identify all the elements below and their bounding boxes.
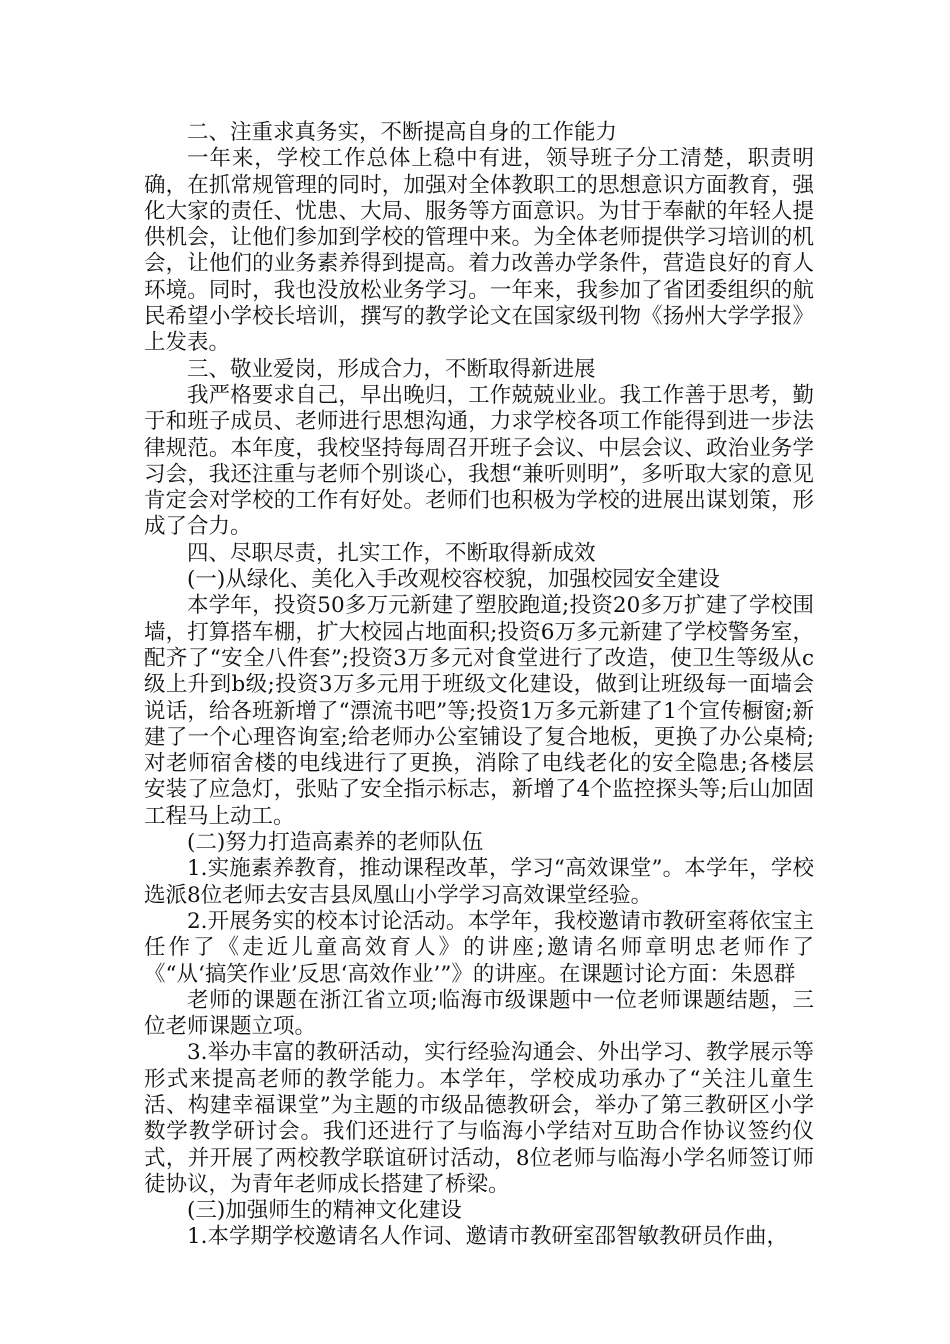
section-heading-4: 四、尽职尽责，扎实工作，不断取得新成效 bbox=[187, 540, 596, 566]
section-heading-2: 二、注重求真务实，不断提高自身的工作能力 bbox=[187, 120, 618, 145]
list-item-1: 1.实施素养教育，推动课程改革，学习“高效课堂”。本学年，学校选派8位老师去安吉县凤凰山小学学习高效课堂经验。 bbox=[144, 856, 814, 908]
paragraph-research-projects: 老师的课题在浙江省立项;临海市级课题中一位老师课题结题，三位老师课题立项。 bbox=[144, 987, 814, 1040]
paragraph-work-ability: 一年来，学校工作总体上稳中有进，领导班子分工清楚，职责明确，在抓常规管理的同时，加强对全体教职工的思想意识方面教育，强化大家的责任、忧患、大局、服务等方面意识。为甘于奉献的年轻人提供机会，让他们参加到学校的管理中来。为全体老师提供学习培训的机会，让他们的业务素养得到提高。着力改善办学条件，营造良好的育人环境。同时，我也没放松业务学习。一年来，我参加了省团委组织的航民希望小学校长培训，撰写的教学论文在国家级刊物《扬州大学学报》上发表。 bbox=[144, 146, 814, 356]
list-item-3: 3.举办丰富的教研活动，实行经验沟通会、外出学习、教学展示等形式来提高老师的教学能力。本学年，学校成功承办了“关注儿童生活、构建幸福课堂”为主题的市级品德教研会，举办了第三教研区小学数学教学研讨会。我们还进行了与临海小学结对互助合作协议签约仪式，并开展了两校教学联谊研讨活动，8位老师与临海小学名师签订师徒协议，为青年老师成长搭建了桥梁。 bbox=[144, 1040, 814, 1197]
subsection-heading-3: (三)加强师生的精神文化建设 bbox=[187, 1198, 462, 1224]
list-item-2: 2.开展务实的校本讨论活动。本学年，我校邀请市教研室蒋依宝主任作了《走近儿童高效育人》的讲座;邀请名师章明忠老师作了《“从‘搞笑作业’反思‘高效作业’”》的讲座。在课题讨论方面：朱恩群 bbox=[144, 908, 814, 987]
section-heading-3: 三、敬业爱岗，形成合力，不断取得新进展 bbox=[187, 356, 596, 382]
subsection-heading-1: (一)从绿化、美化入手改观校容校貌，加强校园安全建设 bbox=[187, 567, 720, 593]
document-body bbox=[144, 120, 814, 1251]
list-item-culture-1: 1.本学期学校邀请名人作词、邀请市教研室邵智敏教研员作曲， bbox=[187, 1224, 789, 1250]
paragraph-dedication: 我严格要求自己，早出晚归，工作兢兢业业。我工作善于思考，勤于和班子成员、老师进行思想沟通，力求学校各项工作能得到进一步法律规范。本年度，我校坚持每周召开班子会议、中层会议、政治业务学习会，我还注重与老师个别谈心，我想“兼听则明”，多听取大家的意见肯定会对学校的工作有好处。老师们也积极为学校的进展出谋划策，形成了合力。 bbox=[144, 382, 814, 540]
paragraph-campus-investment: 本学年，投资50多万元新建了塑胶跑道;投资20多万扩建了学校围墙，打算搭车棚，扩大校园占地面积;投资6万多元新建了学校警务室，配齐了“安全八件套”;投资3万多元对食堂进行了改造，使卫生等级从c级上升到b级;投资3万多元用于班级文化建设，做到让班级每一面墙会说话，给各班新增了“漂流书吧”等;投资1万多元新建了1个宣传橱窗;新建了一个心理咨询室;给老师办公室铺设了复合地板，更换了办公桌椅;对老师宿舍楼的电线进行了更换，消除了电线老化的安全隐患;各楼层安装了应急灯，张贴了安全指示标志，新增了4个监控探头等;后山加固工程马上动工。 bbox=[144, 593, 814, 829]
subsection-heading-2: (二)努力打造高素养的老师队伍 bbox=[187, 830, 484, 856]
